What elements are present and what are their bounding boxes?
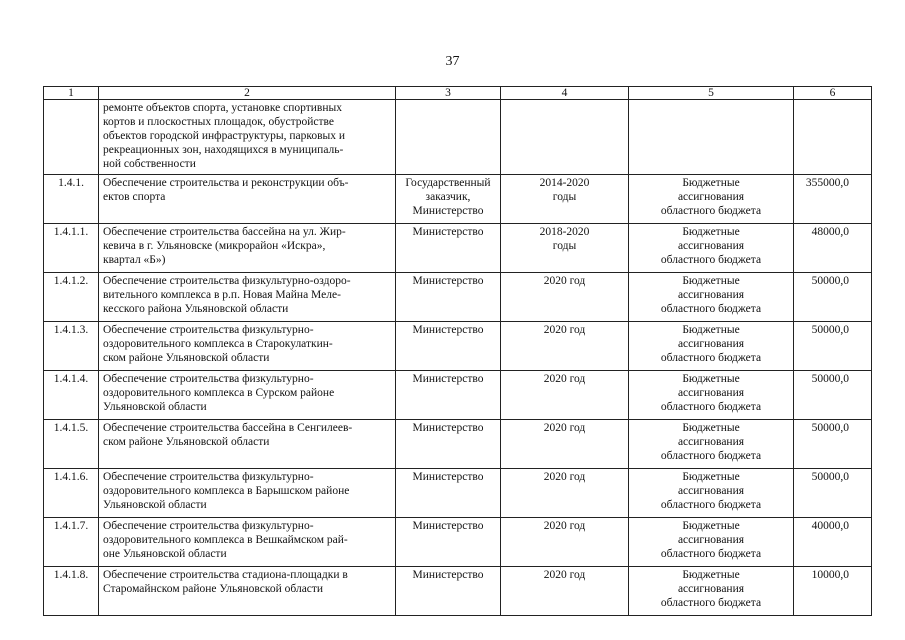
table-row (44, 469, 872, 518)
source-line: ассигнования (677, 338, 745, 350)
executor-line: Министерство (412, 275, 484, 287)
description-line: кесского района Ульяновской области (103, 303, 289, 315)
executor-line: Министерство (412, 471, 484, 483)
cell-source (629, 469, 794, 518)
source-line: ассигнования (677, 289, 745, 301)
cell-description (99, 420, 396, 469)
cell-amount: 50000,0 (794, 469, 872, 518)
description-line: оздоровительного комплекса в Барышском районе (103, 485, 350, 497)
cell-executor (396, 469, 501, 518)
description-line: Обеспечение строительства физкультурно- (103, 373, 314, 385)
cell-amount (794, 100, 872, 175)
source-line: областного бюджета (660, 254, 762, 266)
term-line: 2020 год (543, 324, 586, 336)
source-line: Бюджетные (682, 422, 740, 434)
cell-num: 1.4.1.8. (44, 567, 99, 616)
source-line: Бюджетные (682, 324, 740, 336)
description-line: ском районе Ульяновской области (103, 352, 270, 364)
description-line: ремонте объектов спорта, установке спортивных (103, 102, 342, 114)
cell-description (99, 518, 396, 567)
source-line: областного бюджета (660, 205, 762, 217)
cell-term (501, 371, 629, 420)
source-line: ассигнования (677, 534, 745, 546)
source-line: областного бюджета (660, 401, 762, 413)
executor-line: Министерство (412, 205, 484, 217)
term-line: 2020 год (543, 471, 586, 483)
cell-amount: 50000,0 (794, 420, 872, 469)
description-line: оздоровительного комплекса в Сурском районе (103, 387, 335, 399)
term-line: 2020 год (543, 275, 586, 287)
cell-source (629, 371, 794, 420)
executor-line: Министерство (412, 226, 484, 238)
cell-description (99, 371, 396, 420)
cell-description (99, 273, 396, 322)
source-line: ассигнования (677, 485, 745, 497)
table-row (44, 175, 872, 224)
table-row (44, 322, 872, 371)
description-line: кортов и плоскостных площадок, обустройстве (103, 116, 334, 128)
description-line: Обеспечение строительства бассейна в Сенгилеев- (103, 422, 353, 434)
cell-num: 1.4.1.1. (44, 224, 99, 273)
term-line: 2014-2020 (539, 177, 590, 189)
source-line: Бюджетные (682, 569, 740, 581)
cell-source (629, 322, 794, 371)
description-line: Обеспечение строительства физкультурно- (103, 324, 314, 336)
cell-description (99, 469, 396, 518)
cell-num: 1.4.1.2. (44, 273, 99, 322)
table-row (44, 420, 872, 469)
description-line: оздоровительного комплекса в Старокулаткин- (103, 338, 333, 350)
executor-line: Государственный (405, 177, 491, 189)
term-line: 2020 год (543, 520, 586, 532)
table-row (44, 371, 872, 420)
cell-executor (396, 371, 501, 420)
term-line: годы (552, 240, 577, 252)
cell-num: 1.4.1.7. (44, 518, 99, 567)
term-line: 2020 год (543, 373, 586, 385)
source-line: областного бюджета (660, 548, 762, 560)
cell-term (501, 175, 629, 224)
term-line: 2020 год (543, 569, 586, 581)
executor-line: Министерство (412, 373, 484, 385)
description-line: вительного комплекса в р.п. Новая Майна Меле- (103, 289, 341, 301)
cell-source (629, 224, 794, 273)
source-line: ассигнования (677, 583, 745, 595)
cell-term (501, 469, 629, 518)
cell-amount: 355000,0 (794, 175, 872, 224)
cell-term (501, 420, 629, 469)
column-header-5: 5 (629, 87, 794, 100)
description-line: рекреационных зон, находящихся в муниципаль- (103, 144, 344, 156)
cell-num (44, 100, 99, 175)
cell-source (629, 420, 794, 469)
cell-description (99, 322, 396, 371)
column-header-1: 1 (44, 87, 99, 100)
source-line: областного бюджета (660, 499, 762, 511)
source-line: Бюджетные (682, 226, 740, 238)
description-line: оздоровительного комплекса в Вешкаймском рай- (103, 534, 348, 546)
executor-line: Министерство (412, 324, 484, 336)
term-line: годы (552, 191, 577, 203)
table-row (44, 518, 872, 567)
cell-term (501, 518, 629, 567)
source-line: Бюджетные (682, 177, 740, 189)
source-line: Бюджетные (682, 373, 740, 385)
source-line: областного бюджета (660, 352, 762, 364)
source-line: Бюджетные (682, 520, 740, 532)
description-line: объектов городской инфраструктуры, парковых и (103, 130, 346, 142)
source-line: областного бюджета (660, 303, 762, 315)
cell-description (99, 224, 396, 273)
term-line: 2020 год (543, 422, 586, 434)
source-line: ассигнования (677, 436, 745, 448)
source-line: ассигнования (677, 240, 745, 252)
executor-line: заказчик, (425, 191, 471, 203)
cell-term (501, 322, 629, 371)
description-line: Ульяновской области (103, 401, 207, 413)
cell-source (629, 273, 794, 322)
executor-line: Министерство (412, 569, 484, 581)
source-line: Бюджетные (682, 275, 740, 287)
cell-executor (396, 273, 501, 322)
description-line: Обеспечение строительства стадиона-площадки в (103, 569, 348, 581)
column-header-2: 2 (99, 87, 396, 100)
cell-term (501, 224, 629, 273)
cell-source (629, 518, 794, 567)
cell-num: 1.4.1. (44, 175, 99, 224)
description-line: Обеспечение строительства и реконструкции объ- (103, 177, 349, 189)
source-line: областного бюджета (660, 450, 762, 462)
column-header-3: 3 (396, 87, 501, 100)
cell-amount: 48000,0 (794, 224, 872, 273)
description-line: ском районе Ульяновской области (103, 436, 270, 448)
term-line: 2018-2020 (539, 226, 590, 238)
executor-line: Министерство (412, 422, 484, 434)
cell-amount: 50000,0 (794, 273, 872, 322)
description-line: Обеспечение строительства бассейна на ул. Жир- (103, 226, 346, 238)
cell-term (501, 273, 629, 322)
table-row (44, 224, 872, 273)
table-row (44, 273, 872, 322)
cell-amount: 40000,0 (794, 518, 872, 567)
cell-description (99, 100, 396, 175)
description-line: Старомайнском районе Ульяновской области (103, 583, 324, 595)
cell-num: 1.4.1.3. (44, 322, 99, 371)
description-line: ектов спорта (103, 191, 166, 203)
description-line: Обеспечение строительства физкультурно-оздоро- (103, 275, 351, 287)
cell-executor (396, 224, 501, 273)
source-line: ассигнования (677, 191, 745, 203)
cell-num: 1.4.1.5. (44, 420, 99, 469)
page-number: 37 (445, 54, 460, 69)
cell-executor (396, 567, 501, 616)
cell-description (99, 567, 396, 616)
description-line: Обеспечение строительства физкультурно- (103, 471, 314, 483)
cell-executor (396, 100, 501, 175)
column-header-4: 4 (501, 87, 629, 100)
description-line: ной собственности (103, 158, 196, 170)
cell-term (501, 567, 629, 616)
cell-amount: 10000,0 (794, 567, 872, 616)
cell-term (501, 100, 629, 175)
table-row (44, 567, 872, 616)
description-line: кевича в г. Ульяновске (микрорайон «Искра», (103, 240, 326, 252)
source-line: Бюджетные (682, 471, 740, 483)
cell-executor (396, 175, 501, 224)
cell-num: 1.4.1.6. (44, 469, 99, 518)
cell-source (629, 567, 794, 616)
program-table (43, 86, 872, 616)
cell-description (99, 175, 396, 224)
cell-executor (396, 518, 501, 567)
source-line: областного бюджета (660, 597, 762, 609)
cell-source (629, 175, 794, 224)
header-row (44, 87, 872, 100)
description-line: Ульяновской области (103, 499, 207, 511)
column-header-6: 6 (794, 87, 872, 100)
source-line: ассигнования (677, 387, 745, 399)
cell-num: 1.4.1.4. (44, 371, 99, 420)
cell-amount: 50000,0 (794, 322, 872, 371)
cell-amount: 50000,0 (794, 371, 872, 420)
cell-executor (396, 322, 501, 371)
description-line: оне Ульяновской области (103, 548, 227, 560)
description-line: квартал «Б») (103, 254, 166, 266)
description-line: Обеспечение строительства физкультурно- (103, 520, 314, 532)
executor-line: Министерство (412, 520, 484, 532)
continuation-row (44, 100, 872, 175)
cell-executor (396, 420, 501, 469)
cell-source (629, 100, 794, 175)
